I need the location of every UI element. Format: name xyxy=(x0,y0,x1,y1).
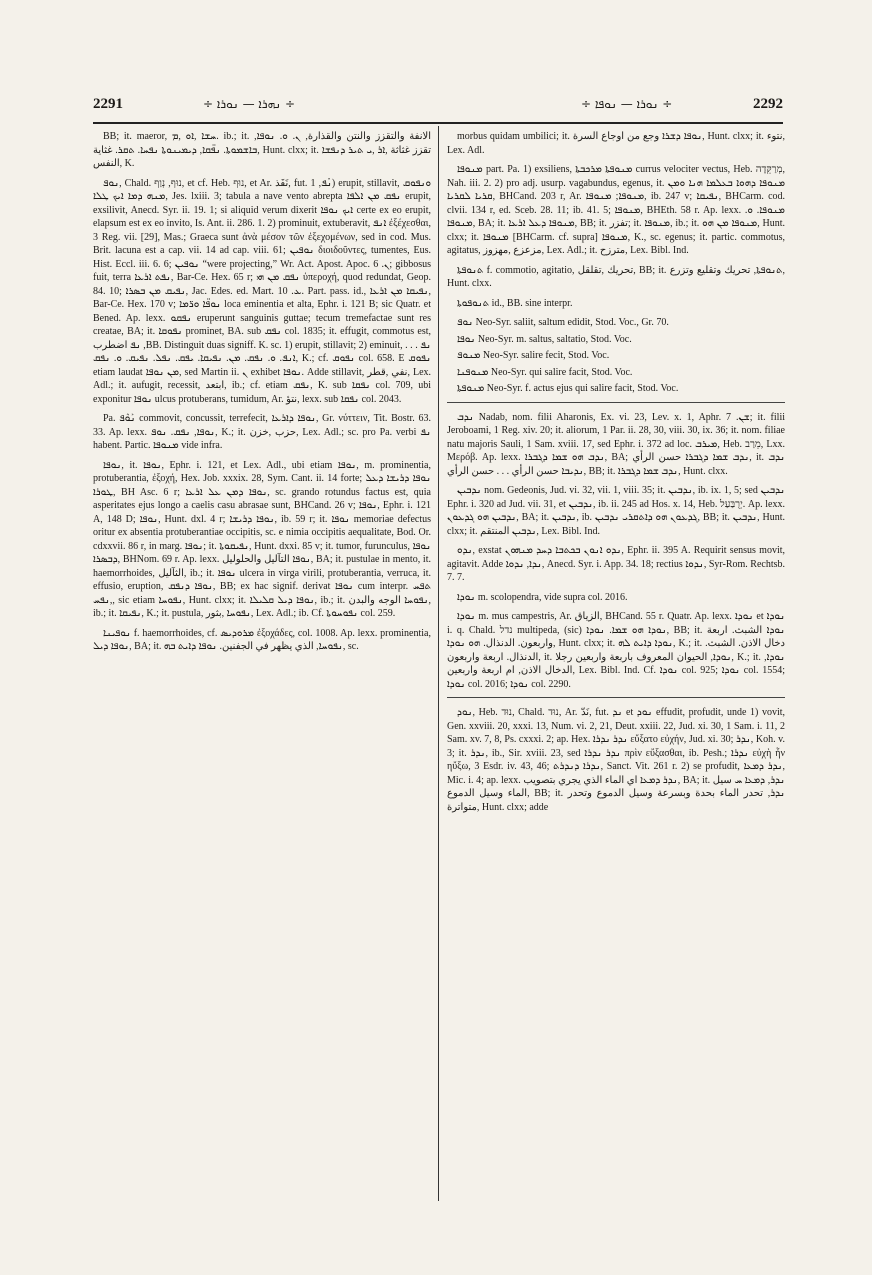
entry-paragraph: ܢܘܕܐ m. scolopendra, vide supra col. 2016. xyxy=(457,591,628,603)
entry-paragraph: Pa. ܢܰܘܶܦ commovit, concussit, terrefecit, ܢܘܦܐ ܕܐܪܥܐ, Gr. νύττειν, Tit. Bostr. 63. 33. Ap. lexx. ܢܘܦܐ, ܢܦܩ. ܢܘܦ, K.; it. حزب ,خزن, Lex. Adl.; sc. pro Pa. verbi ܢܦ habent. Partic. ܡܢܘܦܐ vide infra. xyxy=(93,413,431,451)
entry-paragraph: ܬܢܘܦܘܬܐ id., BB. sine interpr. xyxy=(457,297,573,309)
neo-syriac-entry: ܡܢܘܦܬܐ Neo-Syr. f. actus ejus qui salire facit, Stod. Voc. xyxy=(457,383,679,394)
section-separator xyxy=(447,697,785,698)
page-header xyxy=(93,96,783,118)
column-divider xyxy=(438,126,439,1201)
right-running-head: ÷ ܢܘܪܐ — ܢܘܦܐ ÷ xyxy=(581,97,673,111)
neo-syriac-entry: ܢܘܦܐ Neo-Syr. m. saltus, saltatio, Stod. Voc. xyxy=(457,333,632,345)
header-rule xyxy=(93,122,783,124)
entry-paragraph: ܬܢܘܦܬܐ f. commotio, agitatio, تحريك ,تقلقل, BB; it. ܬܢܘܦܬܐ, تحريك وتقليع وتزرع, Hunt. clxx. xyxy=(447,264,785,289)
left-column xyxy=(93,130,431,1195)
entry-paragraph: ܢܘܦܐ, it. ܢܘܦܐ, Ephr. i. 121, et Lex. Adl., ubi etiam ܢܘܦܐ, m. prominentia, protuberantia, ἐξοχή, Hex. Job. xxxix. 28, Sym. Cant. ii. 14 forte; ܢܘܦܐ ܕܪܝܫܐ ܕܥܠ ܛܘܪܐ, BH Asc. 6 r; ܢܘܦܐ ܕܡܢ ܥܠ ܐܪܥܐ, sc. grando rotundus factus est, quia asperitates ejus longo a caelis casu abrasae sunt, BHCand. 26 v; ܢܘܦܐ, Ephr. i. 121 A, 148 D; ܢܘܦܐ, Hunt. dxl. 4 r; ܢܘܦܐ ܕܪܝܫܐ, ib. 59 r; it. ܢܘܦܐ memoriae defectus oritur ex absentia protuberantiae occipitis, sc. e nimia occipitis aequalitate, Bod. Or. cdxxvii. 86 r, in marg. ܢܘܦܐ; it. ܢܦܝܩܘܬܐ, Hunt. dxxi. 85 v; it. tumor, furunculus, ܢܘܦܐ ܕܒܣܪܐ, BHNom. 69 r. Ap. lexx. ܢܘܦܐ التآليل والحلوليل, BA; it. pustulae in mento, it. haemorrhoides, الثآليل, ib.; it. ܢܘܦܐ ulcera in virga virili, protuberantia, verruca, it. effusio, eruption, ܢܘܦܐ ܕܢܦܩ, BB; ex hac signif. derivat ܢܘܦܐ cum interpr. ܬܦܚ ,ܢܦܚ, sic etiam ܢܦܘܚܐ, Hunt. clxx; it. ܢܘܦܐ ܕܝܠ ܩܠܝܠܐ, ib.; it. ܢܦܘܚܐ الوجه والبدن, ib.; it. ܢܦܝܩܐ, K.; it. pustula, ܢܦܘܚܐ ,بثور, Lex. Adl.; ib. Cf. ܢܦܘܚܘܬܐ col. 259. xyxy=(93,459,431,619)
entry-paragraph: ܡܢܘܦܐ part. Pa. 1) exsiliens, ܡܢܘܦܬܐ ܡܪܟܒܬܐ currus velociter vectus, Heb. מְרַקֵּדָה, Nah. iii. 2. 2) pro adj. usurp. vagabundus, egenus, it. ܡܢܘܦܐ ܕܗܘܐ ܒܥܠܡܐ ܗܢܐ ܘܡܢ ܩܪܝܐ ܠܩܪܝܐ, BHCand. 203 r, Ar. ܡܢܘܦܐ; ܡܢܘܦܐ, ib. 247 v; ܢܦܝܩܐ, BHCarm. cod. clvii. 134 r, ed. Sceb. 28. 11; ib. 41. 5; ܡܢܘܦܐ, BHEth. 58 r. Ap. lexx. ܡܢܘܦܐ. ܘ. ܡܢܘܦܐ, BA; it. ܡܢܘܦܐ ܕܥܠ ܐܪܥܐ, BB; it. تفزر; it. ܡܢܘܦܐ, ib.; it. ܡܢܘܦܐ ܡܢ ܗܘ, Hunt. clxx; it. ܡܢܘܦܐ [BHCarm. cf. supra] ܡܢܘܦܐ, K., sc. egenus; it. partic. commotus, agitatus, مزعزع ,مهزوز, Lex. Adl.; it. مترزح, Lex. Bibl. Ind. xyxy=(447,164,785,256)
left-running-head: ÷ ܢܗܪܐ — ܢܘܪܐ ÷ xyxy=(203,97,295,111)
entry-paragraph: ܢܘܦ, Chald. נוּף, נְוַף, et cf. Heb. נוּף, et Ar. نَفَذ, fut. ܢܳܦ, 1) erupit, stillavit, ܘܢܦܘܩ ܡܢܗ ܕܡܐ ܐܝܟ ܛܠܐ, Jes. lxiii. 3; tabula a nave vento abrepta ܢܦܩ ܡܢ ܐܠܦܐ erupit, exsilivit, Anecd. Syr. ii. 19. 1; si aliquid verum dixerit ܐܝܟ ܢܘܦܐ certe ex eo erupit, elapsum est ex eo invito, Is. Ant. ii. 286. 1. 2) prominuit, extuberavit, ܐܢܦ ἐξέχεσθαι, 3 Reg. vii. [29], Mas.; Graeca sunt ἀνὰ μέσον τῶν ἐξεχομένων, sed in cod. Mus. Brit. lacuna est a cap. vii. 14 ad cap. viii. 61; ܢܘܦܝܢ διοιδοῦντες, tumentes, Eus. Hist. Eccl. iii. 6. 6; ܢܘܦܝܢ “were projecting,” Wr. Act. Apost. Apoc. ܢ. 6; gibbosus fuit, terra ܢܦܬ ܐܪܥܐ, Bar-Ce. Hex. 65 r; ܢܦܩ ܡܢ ܗܝ ὑπεροχή, quod redundat, Geop. 84. 10; ܢܦܝܩ ܡܢ ܒܣܪܐ, Jac. Edes. ed. Mart. ܥ. 10. Part. pass. id., ܢܦܝܩܐ ܡܢ ܐܪܥܐ, Bar-Ce. Hex. 170 v; ܢܘܦ̈ܐ ܘܪ̈ܡܐ loca eminentia et alta, Ephr. i. 121 B; sic Quatr. et Bened. Ap. lexx. ܢܦܩܘ eruperunt sanguinis guttae; tecum tremefactae sunt res creatae, BA; it. ܢܦܘܩܐ prominet, BA. sub ܢܦܩ col. 1835; it. effugit, commotus est, ܢܦ اضطرب ,BB. Distinguit duas signiff. K. sc. 1) erupit, stillavit; 2) eminuit, . . . ܢܦ ܐܢܦ. ܘ. ܢܦܩ. ܡܢ. ܢܦܝܩܐ. ܝܦܩ. ܢܦܠ. ܢܦܝܩ. ܘ. ܢܦܩ, K.; cf. ܢܦܘܩ col. 658. E ܢܦܘܩ etiam laudat ܡܢ ܢܘܦܐ, sed Martin ii. ܢ exhibet ܢܘܦܐ. Adde stillavit, نفي ,قطر, Lex. Adl.; it. aufugit, recessit, ابتعد, ib.; cf. etiam ܢܦܩ, K. sub ܢܦܩܐ col. 709, ubi exponitur ܢܘܦܐ ulcus protuberans, tumidum, Ar. نتؤ, lexx. sub ܢܦܩܐ col. 2043. xyxy=(93,177,431,405)
entry-paragraph: morbus quidam umbilici; it. ܢܘܦܐ ܕܫܪܐ وجع من اوجاع السرة, Hunt. clxx; it. نتوء, Lex. Adl. xyxy=(447,131,785,156)
neo-syriac-entry: ܡܢܘܦ Neo-Syr. salire fecit, Stod. Voc. xyxy=(457,350,610,361)
neo-syriac-entry: ܡܢܘܦܢܐ Neo-Syr. qui salire facit, Stod. Voc. xyxy=(457,366,633,378)
entry-paragraph: ܢܕܒܝܢ nom. Gedeonis, Jud. vi. 32, vii. 1, viii. 35; it. ܢܕܒܝܢ, ib. ix. 1, 5; sed ܢܕܒܝܢ Ephr. i. 320 ad Jud. vii. 31, et ܢܕܒܝܢ, ib. ii. 245 ad Hos. x. 14, Heb. יְרֻבַּעַל. Ap. lexx. ܢܕܒܝܢ ܗܘ ܓܕܥܘܢ, BA; it. ܢܕܒܝܢ, ib. ܓܕܥܘܢ ܗܘ ܕܐܬܩܪܝ ܢܕܒܝܢ, BB; it. ܢܕܒܝܢ, Hunt. clxx; it. ܢܕܒܝܢ المنتقم, Lex. Bibl. Ind. xyxy=(447,485,785,537)
right-page-number: 2292 xyxy=(753,96,783,112)
entry-paragraph: ܢܘܕ, Heb. נוּד, Chald. נוּד, Ar. نَدّ, fut. ܢܕ et ܢܘܕ effudit, profudit, unde 1) vovit, Gen. xxviii. 20, xxxi. 13, Num. vi. 2, 21, Deut. xxiii. 22, Jud. xi. 30, 1 Sam. i. 11, 2 Sam. xv. 7, 8, Ps. cxxxi. 2; ap. Hex. ܢܕܪ ܢܕܪܐ εὔξατο εὐχήν, Jud. xi. 30; ܢܕܪ, Koh. v. 3; it. ܢܕܪ, ib., Sir. xviii. 23, sed ܢܕܪ ܢܕܪܐ πρὶν εὔξασθαι, ib. Pesh.; ܢܕܪܐ εὐχὴ ἦν ηὔξω, 3 Esdr. iv. 43, 46; ܢܕܪܐ ܕܢܕܪܬ, Sanct. Vit. 261 r. 2) se profudit, ܢܕܪ ܕܡܥܐ, Mic. i. 4; ap. lexx. ܢܕܪ ܕܡܥܐ اي الماء الذي يجري بتصويب, BA; it. ܢܕܪ, ܕܡܥܐ ܚ سيل الماء وسيل الدموع, BB; it. ܢܕܪ, تحدر الماء بحدة وبسرعة وسيل الدموع وتحدر متواترة, Hunt. clxx; adde xyxy=(447,707,785,813)
section-separator xyxy=(447,402,785,403)
entry-paragraph: ܢܘܕܐ m. mus campestris, Ar. الزياق, BHCand. 55 r. Quatr. Ap. lexx. ܢܘܕܐ et ܢܘܕܐ i. q. Chald. נדל multipeda, (sic) ܢܘܕܐ ܗܘ ܫܡܐ. ܢܘܕܐ, BB; it. ܢܘܕܐ الشبث. اربعة واربعون. الدنذال. ܗܘ ܢܘܕܐ, Hunt. clxx; it. ܢܘܕܐ ܕܐܝܬ ܠܗ, K.; it. دخال الاذن. الشبث. الدنذال. اربعة واربعون, it. ܢܘܕܐ, الحيوان المعروف باربعة واربعين رجلا, K.; it. ܢܘܕܐ, الدخال الاذن, ام اربعة واربعين, Lex. Bibl. Ind. Cf. ܢܘܕܐ col. 925; ܢܘܕܐ col. 1554; ܢܘܕܐ col. 2016; ܢܘܕܐ col. 2290. xyxy=(447,611,785,690)
left-page-number: 2291 xyxy=(93,96,123,112)
entry-paragraph: ܢܕܘ, exstat ܢܕܘ ܐܢܘܢ ܒܟܬܒܐ ܕܚܕ ܡܢܗܘܢ, Ephr. ii. 395 A. Requirit sensus movit, agitavit. Adde ܢܕܐ, ܢܕܘܐ, Anecd. Syr. i. App. 34. 18; rectius ܢܕܘܐ, Syr-Rom. Rechtsb. 7. 7. xyxy=(447,545,785,583)
entry-paragraph: ܢܕܒ Nadab, nom. filii Aharonis, Ex. vi. 23, Lev. x. 1, Aphr. ܫܢ. 7; it. filii Jeroboami, 1 Reg. xiv. 20; it. aliorum, 1 Par. ii. 28, 30, viii. 30, ix. 36; it. nom. filiae natu majoris Sauli, 1 Sam. xviii. 17, sed Ephr. i. 372 ad loc. ܡܝܪܒ, Heb. מֵרַב, Lxx. Μερόβ. Ap. lexx. ܢܕܒ ܗܘ ܫܡܐ ܕܓܒܪܐ, BA; ܢܕܒ ܫܡܐ ܕܓܒܪܐ حسن الرأي, it. ܢܕܒ ܢܕܝܒܐ حسن الرأي . . . حسن الرأي, BB; it. ܢܕܒ ܫܡܐ ܕܓܒܪܐ, Hunt. clxx. xyxy=(447,411,785,477)
entry-paragraph: ܢܘܦܝܢܐ f. haemorrhoides, cf. ܡܪܘܕܝܣ ἐξοχάδες, col. 1008. Ap. lexx. prominentia, ܢܘܦܐ ܕܝܠ, BA; it. ܢܦܘܚܐ, الذي يظهر في الجفنين. ܢܘܦܐ ܕܐܝܬ ܒܗ, sc. xyxy=(93,627,431,652)
right-column xyxy=(447,130,785,1195)
neo-syriac-entry: ܢܘܦ Neo-Syr. saliit, saltum edidit, Stod. Voc., Gr. 70. xyxy=(457,317,669,328)
entry-paragraph: BB; it. maeror, ܚܫܐ ,ܐܘ ,ܡ. ib.; it. الانفة والتقزز والنتن والقذارة, ܢ. ܘ. ܢܘܦܐ, ܒܐܫܡܘܬܐ. ܢܦ̈ܩܐ, ܕܝܡܝܢܘܬܐ ܢܦܚܐ. ܬܩܪ. غثاية, Hunt. clxx; it. تقزز غثاثة ,ܐܪ ,ܝ ܬܝܪ ܕܢܦܫܐ النفس, K. xyxy=(93,131,431,169)
